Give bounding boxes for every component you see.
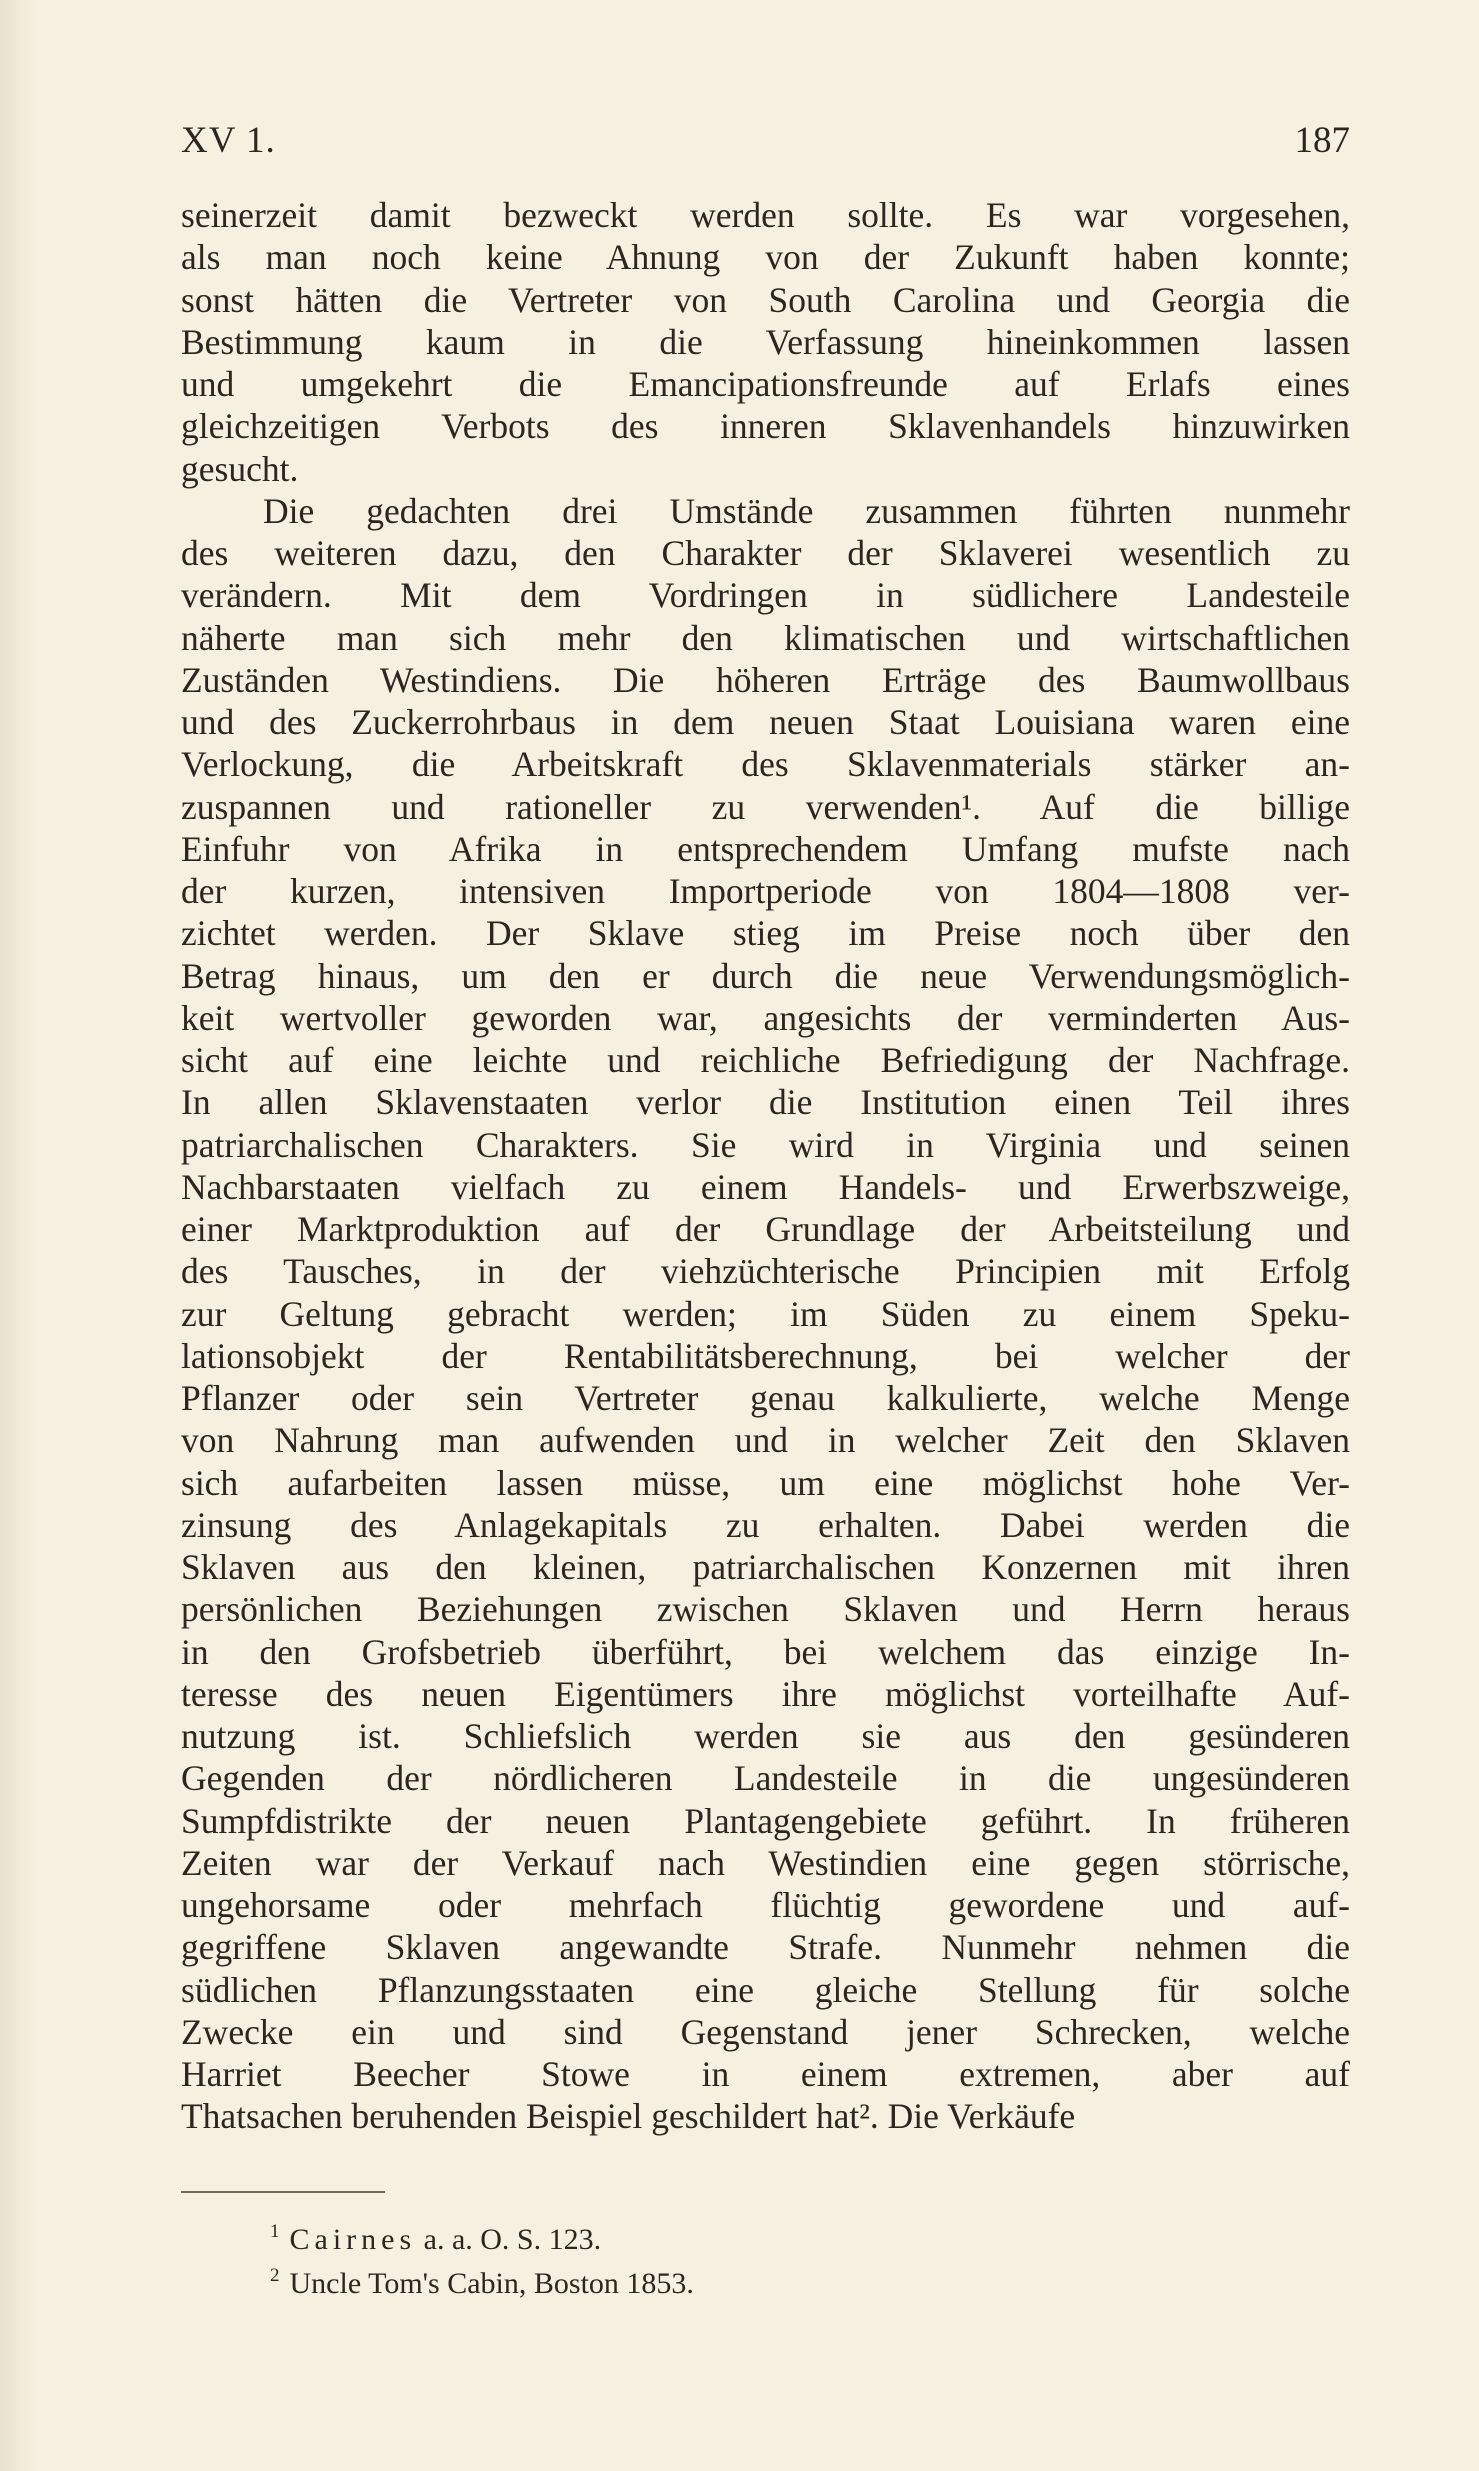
text-line: gleichzeitigen Verbots des inneren Sklavenhandels hinzuwirken xyxy=(181,406,1350,447)
text-line: zur Geltung gebracht werden; im Süden zu einem Speku- xyxy=(181,1293,1350,1334)
footnote-marker: 2 xyxy=(270,2265,280,2286)
text-line: Bestimmung kaum in die Verfassung hineinkommen lassen xyxy=(181,321,1350,362)
text-line: Thatsachen beruhenden Beispiel geschildert hat². Die Verkäufe xyxy=(181,2096,1076,2137)
footnote-author: Cairnes xyxy=(289,2223,417,2256)
text-line: Gegenden der nördlicheren Landesteile in die ungesünderen xyxy=(181,1758,1350,1799)
text-line: und des Zuckerrohrbaus in dem neuen Staat Louisiana waren eine xyxy=(181,702,1350,742)
text-line: von Nahrung man aufwenden und in welcher Zeit den Sklaven xyxy=(181,1420,1350,1461)
text-line: gesucht. xyxy=(181,448,299,489)
text-line: Betrag hinaus, um den er durch die neue Verwendungsmöglich- xyxy=(181,955,1350,996)
text-line: ungehorsame oder mehrfach flüchtig gewordene und auf- xyxy=(181,1885,1350,1925)
text-line: sicht auf eine leichte und reichliche Befriedigung der Nachfrage. xyxy=(181,1040,1350,1080)
text-line: einer Marktproduktion auf der Grundlage der Arbeitsteilung und xyxy=(181,1209,1350,1249)
page-number: 187 xyxy=(1294,120,1350,161)
text-line: zuspannen und rationeller zu verwenden¹. Auf die billige xyxy=(181,786,1350,827)
text-line: Die gedachten drei Umstände zusammen führten nunmehr xyxy=(263,490,1350,531)
text-line: als man noch keine Ahnung von der Zukunft haben konnte; xyxy=(181,237,1350,278)
text-line: Zuständen Westindiens. Die höheren Erträge des Baumwollbaus xyxy=(181,659,1350,700)
text-line: In allen Sklavenstaaten verlor die Institution einen Teil ihres xyxy=(181,1082,1350,1123)
text-line: Harriet Beecher Stowe in einem extremen, aber auf xyxy=(181,2054,1350,2094)
text-line: teresse des neuen Eigentümers ihre möglichst vorteilhafte Auf- xyxy=(181,1673,1350,1714)
text-line: der kurzen, intensiven Importperiode von 1804—1808 ver- xyxy=(181,871,1350,911)
text-line: Verlockung, die Arbeitskraft des Sklavenmaterials stärker an- xyxy=(181,744,1350,785)
text-line: des weiteren dazu, den Charakter der Sklaverei wesentlich zu xyxy=(181,533,1350,573)
page-gutter-shadow xyxy=(0,0,38,2471)
text-line: Sklaven aus den kleinen, patriarchalischen Konzernen mit ihren xyxy=(181,1547,1350,1587)
text-line: keit wertvoller geworden war, angesichts der verminderten Aus- xyxy=(181,997,1350,1038)
text-line: und umgekehrt die Emancipationsfreunde auf Erlafs eines xyxy=(181,364,1350,404)
text-line: Sumpfdistrikte der neuen Plantagengebiete geführt. In früheren xyxy=(181,1800,1350,1841)
footnote-2 xyxy=(270,2254,970,2298)
text-line: Nachbarstaaten vielfach zu einem Handels- und Erwerbszweige, xyxy=(181,1166,1350,1207)
footnote-text: a. a. O. S. 123. xyxy=(416,2223,602,2256)
text-line: südlichen Pflanzungsstaaten eine gleiche Stellung für solche xyxy=(181,1969,1350,2010)
running-head: XV 1. xyxy=(181,120,276,161)
text-line: Pflanzer oder sein Vertreter genau kalkulierte, welche Menge xyxy=(181,1378,1350,1418)
footnote-marker: 1 xyxy=(270,2221,280,2242)
text-line: persönlichen Beziehungen zwischen Sklaven und Herrn heraus xyxy=(181,1589,1350,1630)
text-line: sich aufarbeiten lassen müsse, um eine möglichst hohe Ver- xyxy=(181,1462,1350,1503)
text-line: Zwecke ein und sind Gegenstand jener Schrecken, welche xyxy=(181,2011,1350,2052)
text-line: in den Grofsbetrieb überführt, bei welchem das einzige In- xyxy=(181,1631,1350,1672)
text-line: nutzung ist. Schliefslich werden sie aus den gesünderen xyxy=(181,1716,1350,1756)
text-line: Einfuhr von Afrika in entsprechendem Umfang mufste nach xyxy=(181,828,1350,869)
text-line: seinerzeit damit bezweckt werden sollte. Es war vorgesehen, xyxy=(181,195,1350,235)
text-line: gegriffene Sklaven angewandte Strafe. Nunmehr nehmen die xyxy=(181,1927,1350,1968)
text-line: patriarchalischen Charakters. Sie wird in Virginia und seinen xyxy=(181,1124,1350,1165)
footnote-text: Uncle Tom's Cabin, Boston 1853. xyxy=(289,2267,694,2300)
text-line: verändern. Mit dem Vordringen in südlichere Landesteile xyxy=(181,575,1350,616)
main-text xyxy=(181,194,1350,2138)
text-line: lationsobjekt der Rentabilitätsberechnung, bei welcher der xyxy=(181,1335,1350,1376)
text-line: zichtet werden. Der Sklave stieg im Preise noch über den xyxy=(181,913,1350,954)
footnote-1 xyxy=(270,2210,970,2254)
text-line: zinsung des Anlagekapitals zu erhalten. Dabei werden die xyxy=(181,1504,1350,1545)
text-line: des Tausches, in der viehzüchterische Principien mit Erfolg xyxy=(181,1251,1350,1292)
text-line: näherte man sich mehr den klimatischen und wirtschaftlichen xyxy=(181,617,1350,658)
footnote-divider xyxy=(181,2191,385,2193)
text-line: Zeiten war der Verkauf nach Westindien eine gegen störrische, xyxy=(181,1842,1350,1883)
footnotes xyxy=(270,2210,970,2298)
text-line: sonst hätten die Vertreter von South Carolina und Georgia die xyxy=(181,279,1350,320)
page-header xyxy=(181,116,1350,166)
